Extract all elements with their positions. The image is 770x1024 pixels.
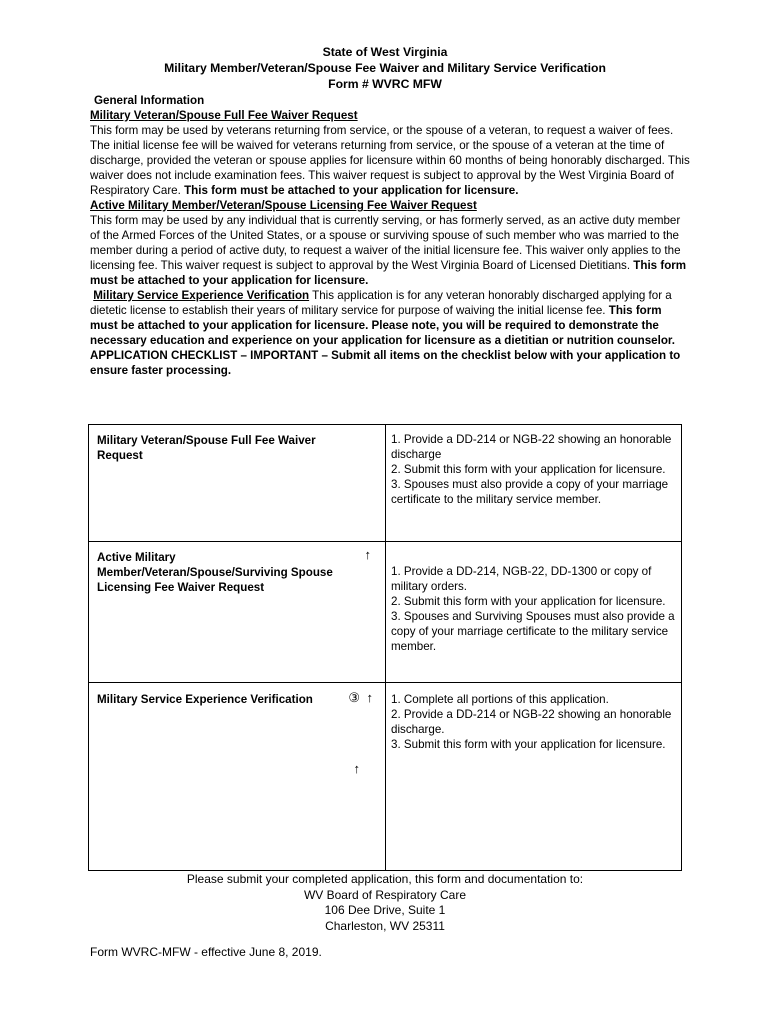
header-title: Military Member/Veteran/Spouse Fee Waiver and Military Service Verification — [164, 61, 606, 75]
checklist-label: Active Military Member/Veteran/Spouse/Surviving Spouse Licensing Fee Waiver Request — [97, 551, 333, 594]
checklist-item: 1. Provide a DD-214 or NGB-22 showing an honorable discharge — [391, 433, 672, 461]
footer-street: 106 Dee Drive, Suite 1 — [324, 903, 446, 917]
general-information — [90, 93, 690, 378]
checklist-label-cell — [89, 425, 386, 542]
section1-title: Military Veteran/Spouse Full Fee Waiver Request — [90, 109, 358, 122]
checklist-item: 2. Provide a DD-214 or NGB-22 showing an honorable discharge. — [391, 708, 672, 736]
arrow-up-icon: ↑ — [353, 761, 360, 776]
general-heading: General Information — [94, 94, 205, 107]
checklist-item: 2. Submit this form with your application for licensure. — [391, 463, 666, 476]
footer-board-name: WV Board of Respiratory Care — [303, 887, 467, 902]
checklist-label: Military Veteran/Spouse Full Fee Waiver Request — [97, 434, 316, 462]
checklist-item: 2. Submit this form with your application for licensure. — [391, 595, 666, 608]
checklist-item: 3. Spouses must also provide a copy of your marriage certificate to the military service member. — [391, 478, 669, 506]
section3-body — [90, 288, 690, 348]
table-row — [89, 542, 682, 683]
checklist-intro: APPLICATION CHECKLIST – IMPORTANT – Submit all items on the checklist below with your application to ensure faster processing. — [90, 349, 681, 377]
arrow-up-icon: ↑ — [366, 690, 373, 705]
form-header — [0, 44, 770, 92]
header-state: State of West Virginia — [322, 45, 448, 59]
section3-title: Military Service Experience Verification — [93, 289, 310, 302]
circled-three-icon: ③ — [348, 690, 360, 705]
section1-text: This form may be used by veterans returning from service, or the spouse of a veteran, to request a waiver of fees. The initial license fee will be waived for veterans returning from service, or the spouse of a veteran at the time of discharge, provided the veteran or spouse applies for licensure within 60 months of being honorably discharged. This waiver does not include examination fees. This waiver request is subject to approval by the West Virginia Board of Respiratory Care. — [90, 124, 690, 197]
section1-body — [90, 123, 690, 198]
section2-body — [90, 213, 690, 288]
checklist-label-cell — [89, 683, 386, 871]
checklist-item: 3. Spouses and Surviving Spouses must also provide a copy of your marriage certificate to the military service member. — [391, 610, 675, 653]
submission-address — [0, 872, 770, 934]
section3-text: This application is for any veteran honorably discharged applying for a dietetic license to establish their years of military service for purpose of waiving the initial license fee. — [90, 289, 672, 317]
section3-bold: This form must be attached to your application for licensure. Please note, you will be required to demonstrate the necessary education and experience on your application for licensure as a dietitian or nutrition counselor. — [90, 304, 675, 347]
footer-city: Charleston, WV 25311 — [325, 918, 445, 933]
checklist-item: 3. Submit this form with your application for licensure. — [391, 738, 666, 751]
header-form-number: Form # WVRC MFW — [328, 77, 442, 91]
table-row — [89, 425, 682, 542]
checklist-items-cell — [386, 542, 682, 683]
checklist-label: Military Service Experience Verification — [97, 693, 313, 706]
checklist-label-cell — [89, 542, 386, 683]
section1-bold: This form must be attached to your application for licensure. — [184, 184, 519, 197]
checklist-item: 1. Complete all portions of this application. — [391, 693, 609, 706]
checklist-items-cell — [386, 683, 682, 871]
form-effective-date: Form WVRC-MFW - effective June 8, 2019. — [90, 945, 322, 959]
application-checklist-table — [88, 424, 682, 871]
footer-instruction: Please submit your completed application, this form and documentation to: — [186, 872, 584, 886]
section2-title: Active Military Member/Veteran/Spouse Licensing Fee Waiver Request — [90, 199, 477, 212]
checklist-item: 1. Provide a DD-214, NGB-22, DD-1300 or copy of military orders. — [391, 565, 652, 593]
arrow-up-icon: ↑ — [364, 547, 371, 562]
checklist-items-cell — [386, 425, 682, 542]
table-row — [89, 683, 682, 871]
section2-bold: This form must be attached to your application for licensure. — [90, 259, 687, 287]
section2-text: This form may be used by any individual that is currently serving, or has formerly served, as an active duty member of the Armed Forces of the United States, or a spouse or surviving spouse of such member who was married to the member during a period of active duty, to request a waiver of the initial licensure fee. This waiver only applies to the licensing fee. This waiver request is subject to approval by the West Virginia Board of Licensed Dietitians. — [90, 214, 681, 272]
